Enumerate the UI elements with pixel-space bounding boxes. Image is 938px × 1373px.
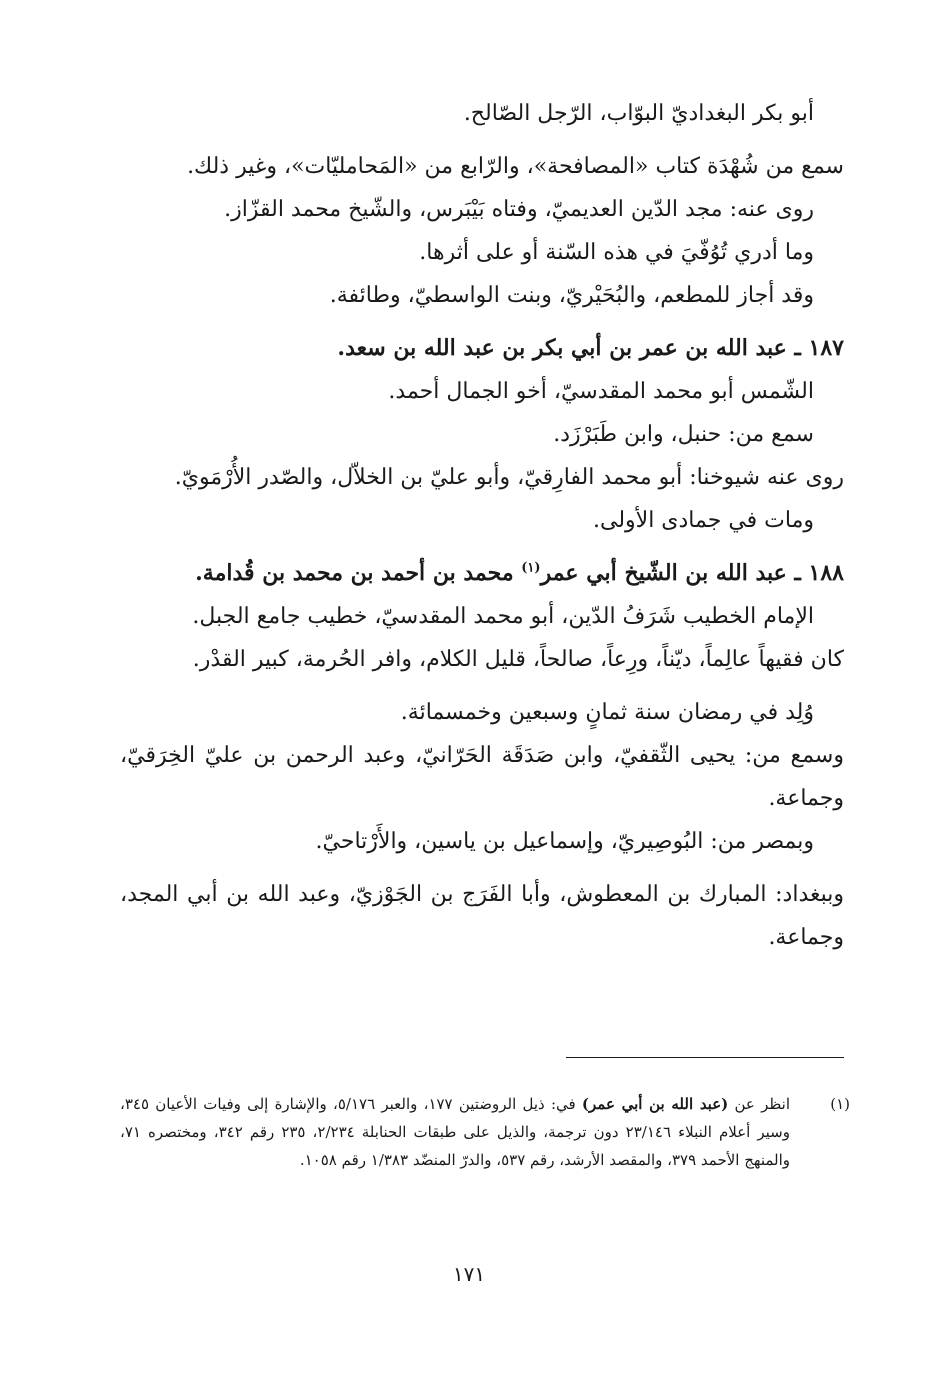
entry-188-line-5: وبمصر من: البُوصِيريّ، وإسماعيل بن ياسين، والأَرْتاحيّ. — [315, 829, 814, 854]
footnote-text-before: انظر عن — [728, 1095, 791, 1113]
entry-188-line-6: وببغداد: المبارك بن المعطوش، وأبا الفَرَج بن الجَوْزيّ، وعبد الله بن أبي المجد، وجماعة. — [120, 882, 844, 950]
entry-187-line-2: سمع من: حنبل، وابن طَبَرْزَد. — [553, 422, 814, 447]
entry-187-line-3: روى عنه شيوخنا: أبو محمد الفارِقيّ، وأبو عليّ بن الخلاّل، والصّدر الأُرْمَويّ. — [174, 465, 844, 490]
entry-188-heading-part2: محمد بن أحمد بن محمد بن قُدامة. — [195, 560, 522, 586]
entry-prev-line-2: سمع من شُهْدَة كتاب «المصافحة»، والرّابع من «المَحامليّات»، وغير ذلك. — [187, 154, 844, 179]
entry-188-heading — [120, 552, 844, 595]
footnote-divider — [566, 1057, 844, 1058]
entry-187-heading: ١٨٧ ـ عبد الله بن عمر بن أبي بكر بن عبد الله بن سعد. — [337, 335, 844, 361]
footnote — [120, 1090, 850, 1174]
entry-188-line-4: وسمع من: يحيى الثّقفيّ، وابن صَدَقَة الحَرّانيّ، وعبد الرحمن بن عليّ الخِرَقيّ، وجماعة. — [120, 743, 844, 811]
entry-188-line-2: كان فقيهاً عالِماً، ديّناً، ورِعاً، صالحاً، قليل الكلام، وافر الحُرمة، كبير القدْر. — [192, 647, 844, 672]
footnote-text-after: في: ذيل الروضتين ١٧٧، والعبر ٥/١٧٦، والإشارة إلى وفيات الأعيان ٣٤٥، وسير أعلام النبلاء ٢٣/١٤٦ دون ترجمة، والذيل على طبقات الحنابلة ٢/٢٣٤، ٢٣٥ رقم ٣٤٢، ومختصره ٧١، والمنهج الأحمد ٣٧٩، والمقصد الأرشد، رقم ٥٣٧، والدرّ المنضّد ١/٣٨٣ رقم ١٠٥٨. — [120, 1095, 790, 1169]
page-number: ١٧١ — [452, 1262, 486, 1286]
entry-188-line-1: الإمام الخطيب شَرَفُ الدّين، أبو محمد المقدسيّ، خطيب جامع الجبل. — [192, 604, 814, 629]
entry-prev-line-5: وقد أجاز للمطعم، والبُحَيْريّ، وبنت الواسطيّ، وطائفة. — [329, 283, 814, 308]
footnote-text — [120, 1090, 790, 1174]
entry-prev-line-3: روى عنه: مجد الدّين العديميّ، وفتاه بَيْبَرس، والشّيخ محمد القزّاز. — [224, 197, 814, 222]
entry-prev-line-1: أبو بكر البغداديّ البوّاب، الرّجل الصّالح. — [463, 101, 814, 126]
footnote-number: (١) — [830, 1095, 850, 1113]
footnote-ref: (١) — [521, 560, 541, 576]
entry-prev-line-4: وما أدري تُوُفّيَ في هذه السّنة أو على أثرها. — [419, 240, 814, 265]
footnote-text-bold: (عبد الله بن أبي عمر) — [581, 1095, 729, 1113]
entry-188-heading-part1: ١٨٨ ـ عبد الله بن الشّيخ أبي عمر — [540, 560, 844, 586]
main-text — [120, 92, 844, 959]
entry-187-line-4: ومات في جمادى الأولى. — [592, 508, 814, 533]
entry-188-line-3: وُلِد في رمضان سنة ثمانٍ وسبعين وخمسمائة. — [400, 700, 814, 725]
entry-187-line-1: الشّمس أبو محمد المقدسيّ، أخو الجمال أحمد. — [388, 379, 814, 404]
